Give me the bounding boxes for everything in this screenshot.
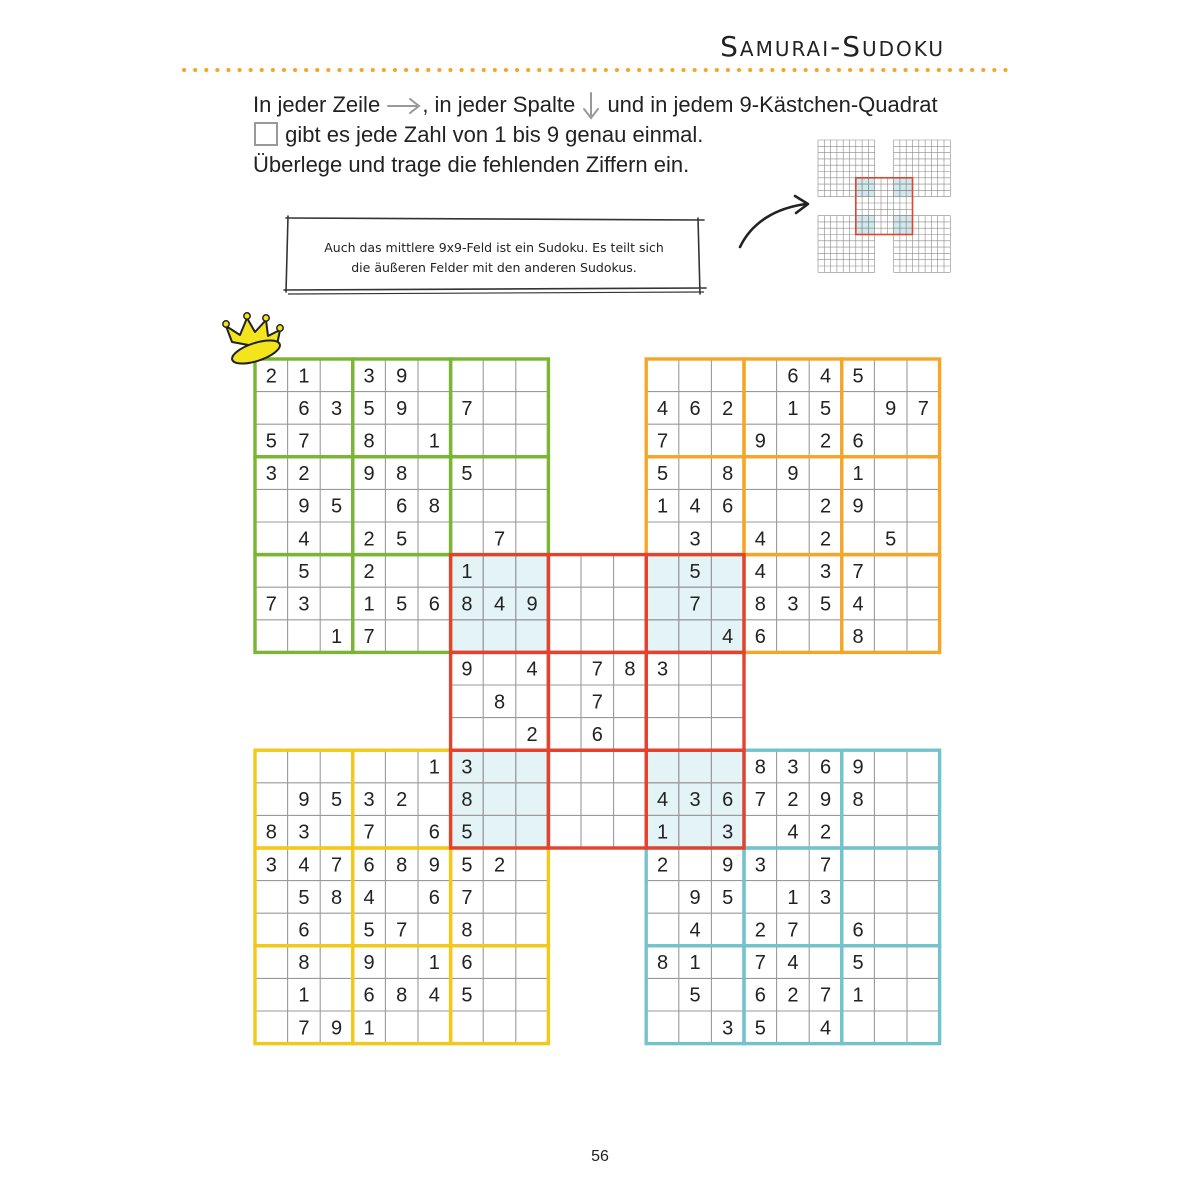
given-digit: 6 (591, 723, 603, 746)
given-digit: 3 (461, 756, 473, 779)
given-digit: 6 (461, 952, 473, 975)
given-digit: 5 (330, 495, 343, 518)
given-digit: 1 (428, 756, 440, 779)
given-digit: 1 (428, 952, 440, 975)
given-digit: 6 (298, 919, 310, 942)
given-digit: 5 (363, 919, 375, 942)
given-digit: 5 (819, 397, 832, 420)
given-digit: 1 (787, 886, 799, 909)
given-digit: 9 (526, 593, 538, 616)
given-digit: 7 (917, 397, 929, 420)
given-digit: 4 (298, 528, 310, 551)
given-digit: 8 (461, 593, 473, 616)
given-digit: 1 (330, 626, 343, 649)
given-digit: 6 (363, 854, 375, 877)
instruction-text-column: , in jeder Spalte (422, 92, 576, 117)
given-digit: 7 (330, 854, 343, 877)
given-digit: 3 (787, 593, 799, 616)
given-digit: 7 (787, 919, 799, 942)
given-digit: 9 (363, 952, 375, 975)
given-digit: 1 (298, 365, 310, 388)
given-digit: 4 (656, 789, 669, 812)
given-digit: 5 (461, 854, 473, 877)
given-digit: 2 (265, 365, 277, 388)
given-digit: 8 (396, 854, 408, 877)
given-digit: 6 (852, 919, 864, 942)
given-digit: 7 (852, 560, 864, 583)
given-digit: 6 (298, 397, 310, 420)
given-digit: 7 (363, 626, 375, 649)
instruction-text-row: In jeder Zeile (253, 92, 381, 117)
given-digits (266, 365, 929, 1039)
note-line-2: die äußeren Felder mit den anderen Sudokus. (351, 260, 637, 275)
given-digit: 1 (461, 560, 473, 583)
given-digit: 5 (461, 984, 473, 1007)
given-digit: 5 (461, 821, 473, 844)
given-digit: 7 (591, 658, 603, 681)
given-digit: 4 (526, 658, 538, 681)
given-digit: 9 (852, 756, 864, 779)
given-digit: 5 (722, 886, 734, 909)
given-digit: 9 (298, 495, 310, 518)
given-digit: 5 (298, 560, 310, 583)
given-digit: 1 (787, 397, 799, 420)
given-digit: 3 (656, 658, 669, 681)
given-digit: 5 (330, 789, 343, 812)
given-digit: 8 (396, 984, 408, 1007)
given-digit: 6 (852, 430, 864, 453)
given-digit: 4 (852, 593, 864, 616)
given-digit: 3 (689, 528, 701, 551)
given-digit: 7 (819, 854, 832, 877)
curved-arrow-icon (740, 196, 808, 247)
given-digit: 5 (852, 365, 864, 388)
given-digit: 3 (787, 756, 799, 779)
given-digit: 7 (461, 886, 473, 909)
given-digit: 7 (656, 430, 669, 453)
given-digit: 1 (852, 463, 864, 486)
given-digit: 7 (493, 528, 506, 551)
given-digit: 6 (754, 984, 766, 1007)
given-digit: 2 (754, 919, 766, 942)
center-sudoku-box (548, 750, 646, 848)
given-digit: 8 (656, 952, 669, 975)
given-digit: 2 (819, 821, 832, 844)
given-digit: 5 (265, 430, 277, 453)
given-digit: 1 (852, 984, 864, 1007)
given-digit: 9 (396, 365, 408, 388)
given-digit: 4 (787, 821, 799, 844)
given-digit: 7 (396, 919, 408, 942)
given-digit: 7 (363, 821, 375, 844)
given-digit: 2 (819, 495, 832, 518)
given-digit: 5 (819, 593, 832, 616)
given-digit: 7 (754, 789, 766, 812)
given-digit: 3 (722, 821, 734, 844)
given-digit: 6 (428, 821, 440, 844)
given-digit: 4 (428, 984, 440, 1007)
given-digit: 2 (722, 397, 734, 420)
given-digit: 9 (396, 397, 408, 420)
given-digit: 2 (787, 984, 799, 1007)
given-digit: 8 (493, 691, 506, 714)
given-digit: 1 (298, 984, 310, 1007)
given-digit: 3 (754, 854, 766, 877)
given-digit: 2 (363, 528, 375, 551)
given-digit: 7 (689, 593, 701, 616)
given-digit: 9 (330, 1017, 343, 1040)
given-digit: 4 (787, 952, 799, 975)
given-digit: 2 (493, 854, 506, 877)
given-digit: 8 (852, 789, 864, 812)
given-digit: 7 (591, 691, 603, 714)
given-digit: 5 (754, 1017, 766, 1040)
given-digit: 1 (656, 821, 669, 844)
given-digit: 2 (363, 560, 375, 583)
mini-samurai-diagram (818, 140, 950, 272)
given-digit: 8 (265, 821, 277, 844)
given-digit: 5 (363, 397, 375, 420)
given-digit: 4 (298, 854, 310, 877)
given-digit: 9 (754, 430, 766, 453)
given-digit: 1 (363, 1017, 375, 1040)
given-digit: 9 (689, 886, 701, 909)
given-digit: 4 (819, 365, 832, 388)
given-digit: 2 (298, 463, 310, 486)
given-digit: 9 (787, 463, 799, 486)
given-digit: 6 (819, 756, 832, 779)
given-digit: 2 (656, 854, 669, 877)
given-digit: 3 (819, 560, 832, 583)
given-digit: 4 (754, 528, 766, 551)
given-digit: 9 (819, 789, 832, 812)
given-digit: 4 (493, 593, 506, 616)
page-title: Samurai-Sudoku (720, 30, 945, 63)
given-digit: 9 (852, 495, 864, 518)
given-digit: 5 (298, 886, 310, 909)
center-sudoku-box (548, 555, 646, 653)
given-digit: 3 (330, 397, 343, 420)
given-digit: 8 (461, 789, 473, 812)
given-digit: 2 (787, 789, 799, 812)
given-digit: 5 (852, 952, 864, 975)
given-digit: 8 (624, 658, 636, 681)
given-digit: 9 (363, 463, 375, 486)
given-digit: 2 (819, 430, 832, 453)
given-digit: 8 (363, 430, 375, 453)
given-digit: 7 (819, 984, 832, 1007)
given-digit: 4 (819, 1017, 832, 1040)
note-line-1: Auch das mittlere 9x9-Feld ist ein Sudoku. Es teilt sich (324, 240, 664, 255)
given-digit: 3 (722, 1017, 734, 1040)
given-digit: 1 (363, 593, 375, 616)
given-digit: 9 (722, 854, 734, 877)
instruction-text-rule: gibt es jede Zahl von 1 bis 9 genau einmal. (285, 122, 704, 147)
given-digit: 2 (396, 789, 408, 812)
given-digit: 5 (396, 528, 408, 551)
given-digit: 5 (461, 463, 473, 486)
given-digit: 8 (461, 919, 473, 942)
given-digit: 8 (852, 626, 864, 649)
given-digit: 7 (298, 1017, 310, 1040)
given-digit: 6 (396, 495, 408, 518)
given-digit: 6 (722, 495, 734, 518)
given-digit: 4 (722, 626, 734, 649)
instruction-text-square: und in jedem 9-Kästchen-Quadrat (607, 92, 938, 117)
given-digit: 5 (885, 528, 897, 551)
given-digit: 4 (754, 560, 766, 583)
given-digit: 8 (330, 886, 343, 909)
given-digit: 6 (787, 365, 799, 388)
given-digit: 3 (363, 365, 375, 388)
given-digit: 1 (428, 430, 440, 453)
given-digit: 6 (754, 626, 766, 649)
given-digit: 7 (461, 397, 473, 420)
given-digit: 5 (689, 560, 701, 583)
given-digit: 5 (396, 593, 408, 616)
given-digit: 6 (722, 789, 734, 812)
given-digit: 6 (428, 593, 440, 616)
given-digit: 9 (461, 658, 473, 681)
given-digit: 3 (298, 593, 310, 616)
given-digit: 9 (428, 854, 440, 877)
given-digit: 7 (265, 593, 277, 616)
given-digit: 4 (656, 397, 669, 420)
instruction-text-task: Überlege und trage die fehlenden Ziffern ein. (253, 152, 690, 177)
given-digit: 8 (754, 756, 766, 779)
given-digit: 6 (428, 886, 440, 909)
given-digit: 5 (656, 463, 669, 486)
given-digit: 3 (298, 821, 310, 844)
given-digit: 8 (428, 495, 440, 518)
page-number: 56 (591, 1148, 609, 1165)
given-digit: 9 (298, 789, 310, 812)
given-digit: 5 (689, 984, 701, 1007)
given-digit: 3 (819, 886, 832, 909)
given-digit: 9 (885, 397, 897, 420)
given-digit: 4 (363, 886, 375, 909)
given-digit: 1 (656, 495, 669, 518)
given-digit: 8 (722, 463, 734, 486)
given-digit: 2 (526, 723, 538, 746)
given-digit: 3 (265, 463, 277, 486)
given-digit: 4 (689, 919, 701, 942)
given-digit: 8 (298, 952, 310, 975)
given-digit: 8 (396, 463, 408, 486)
given-digit: 7 (298, 430, 310, 453)
given-digit: 1 (689, 952, 701, 975)
given-digit: 7 (754, 952, 766, 975)
given-digit: 8 (754, 593, 766, 616)
given-digit: 6 (363, 984, 375, 1007)
given-digit: 2 (819, 528, 832, 551)
given-digit: 3 (689, 789, 701, 812)
given-digit: 3 (265, 854, 277, 877)
given-digit: 3 (363, 789, 375, 812)
given-digit: 6 (689, 397, 701, 420)
given-digit: 4 (689, 495, 701, 518)
